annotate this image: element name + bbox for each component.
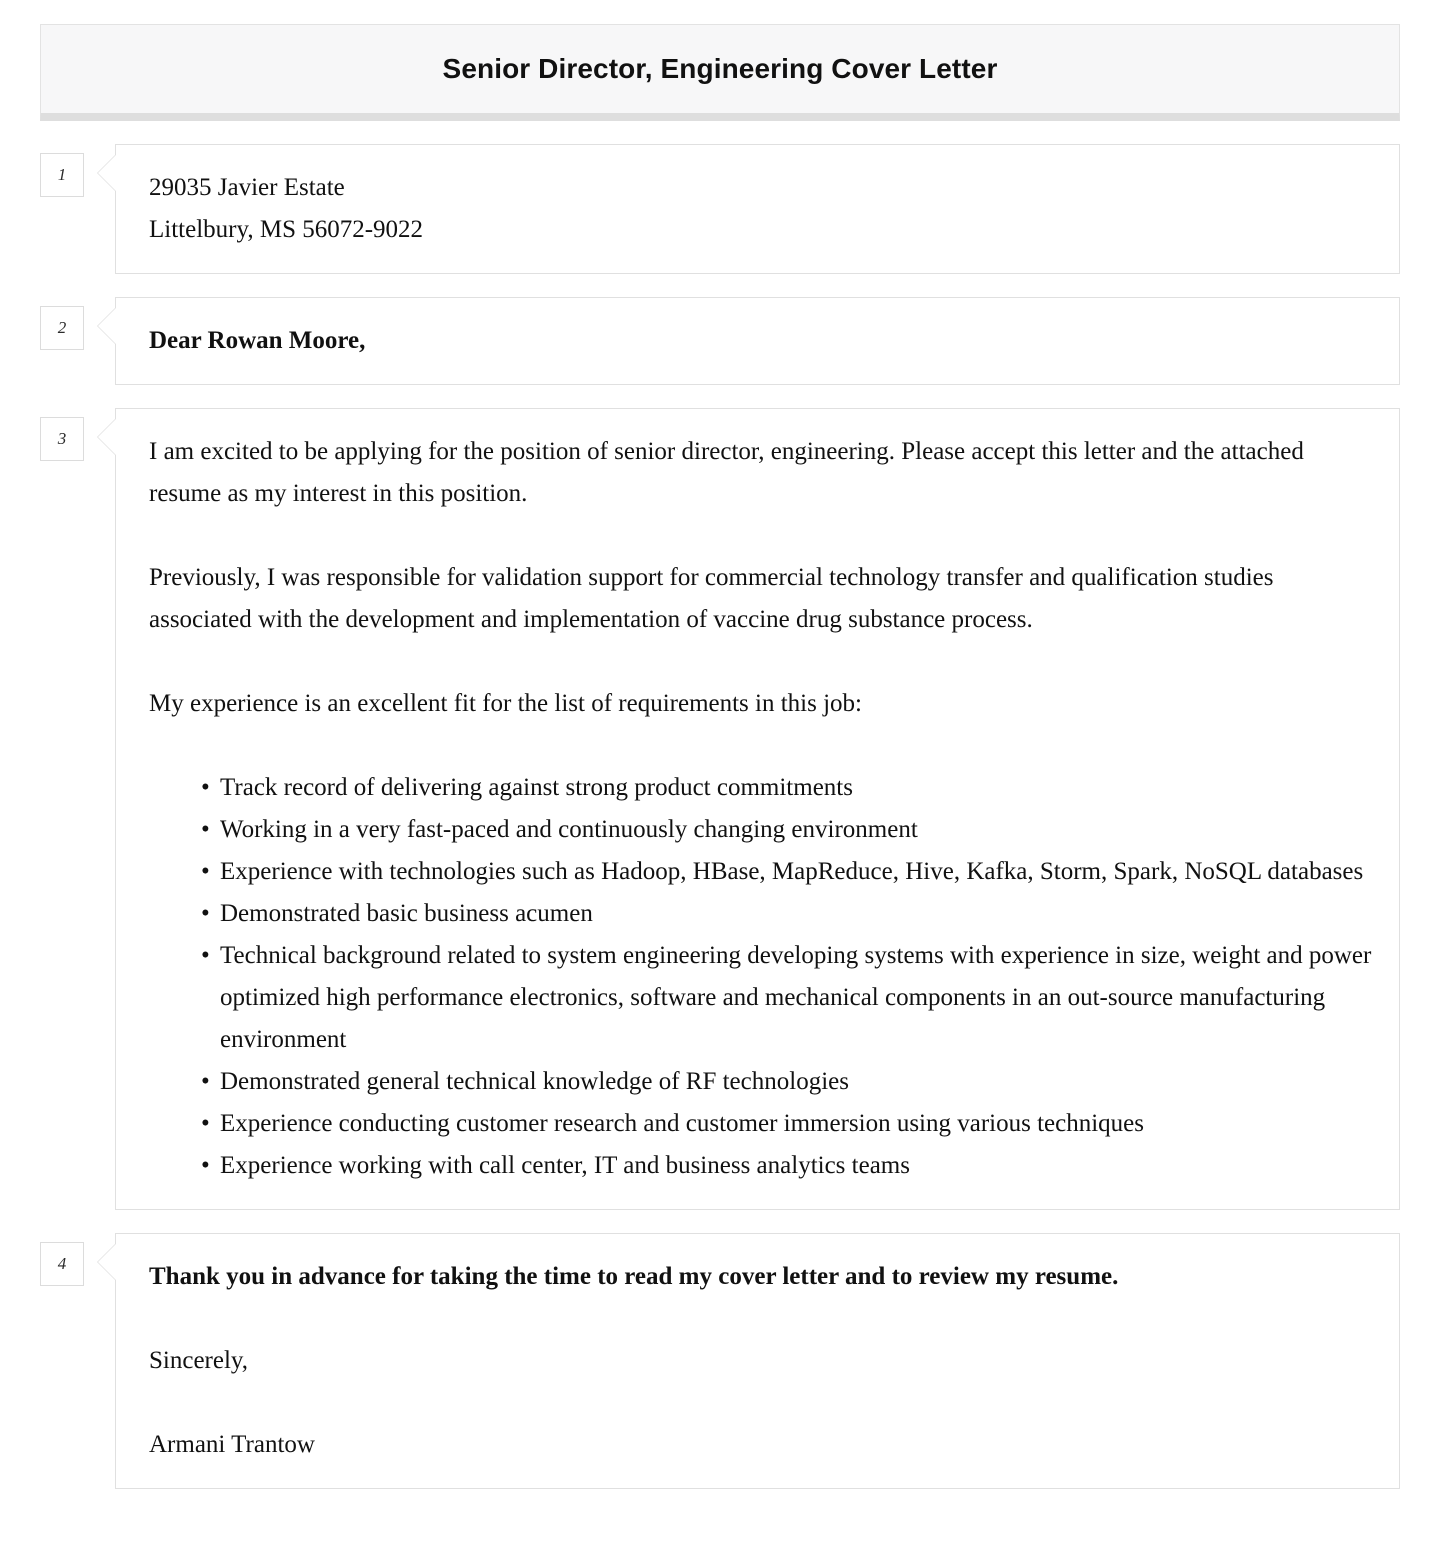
annotated-block-salutation <box>40 297 1400 385</box>
address-line-2: Littelbury, MS 56072-9022 <box>149 216 424 243</box>
list-item: • Demonstrated basic business acumen <box>201 893 1373 935</box>
body-paragraph-3: My experience is an excellent fit for the list of requirements in this job: <box>149 690 862 717</box>
address-line-1: 29035 Javier Estate <box>149 174 345 201</box>
annotated-blocks <box>40 144 1400 1489</box>
list-item: • Experience conducting customer research and customer immersion using various techniques <box>201 1103 1373 1145</box>
annotated-block-closing <box>40 1233 1400 1489</box>
list-item: • Track record of delivering against strong product commitments <box>201 767 1373 809</box>
block-number-badge-4: 4 <box>40 1242 84 1286</box>
list-item: • Technical background related to system engineering developing systems with experience in size, weight and power optimized high performance electronics, software and mechanical components in an out-source manufacturing environment <box>201 935 1373 1061</box>
page-title: Senior Director, Engineering Cover Letter <box>442 53 998 84</box>
signature-name: Armani Trantow <box>149 1431 315 1458</box>
thank-you-text: Thank you in advance for taking the time to read my cover letter and to review my resume. <box>149 1263 1119 1290</box>
signoff-text: Sincerely, <box>149 1347 249 1374</box>
body-box <box>115 408 1400 1210</box>
cover-letter-page <box>0 24 1440 1489</box>
closing-gap-1 <box>149 1298 1373 1340</box>
list-item: • Experience with technologies such as Hadoop, HBase, MapReduce, Hive, Kafka, Storm, Spark, NoSQL databases <box>201 851 1373 893</box>
document-header <box>40 24 1400 121</box>
salutation-box <box>115 297 1400 385</box>
list-item: • Experience working with call center, IT and business analytics teams <box>201 1145 1373 1187</box>
closing-box <box>115 1233 1400 1489</box>
body-paragraph-2: Previously, I was responsible for validation support for commercial technology transfer and qualification studies associated with the development and implementation of vaccine drug substance process. <box>149 564 1274 633</box>
address-box <box>115 144 1400 274</box>
list-item: • Demonstrated general technical knowledge of RF technologies <box>201 1061 1373 1103</box>
list-item: • Working in a very fast-paced and continuously changing environment <box>201 809 1373 851</box>
annotated-block-address <box>40 144 1400 274</box>
closing-gap-2 <box>149 1382 1373 1424</box>
annotated-block-body <box>40 408 1400 1210</box>
block-number-badge-1: 1 <box>40 153 84 197</box>
salutation-text: Dear Rowan Moore, <box>149 327 366 354</box>
body-paragraph-1: I am excited to be applying for the position of senior director, engineering. Please accept this letter and the attached resume as my interest in this position. <box>149 438 1304 507</box>
block-number-badge-2: 2 <box>40 306 84 350</box>
block-number-badge-3: 3 <box>40 417 84 461</box>
requirements-list <box>149 767 1373 1187</box>
